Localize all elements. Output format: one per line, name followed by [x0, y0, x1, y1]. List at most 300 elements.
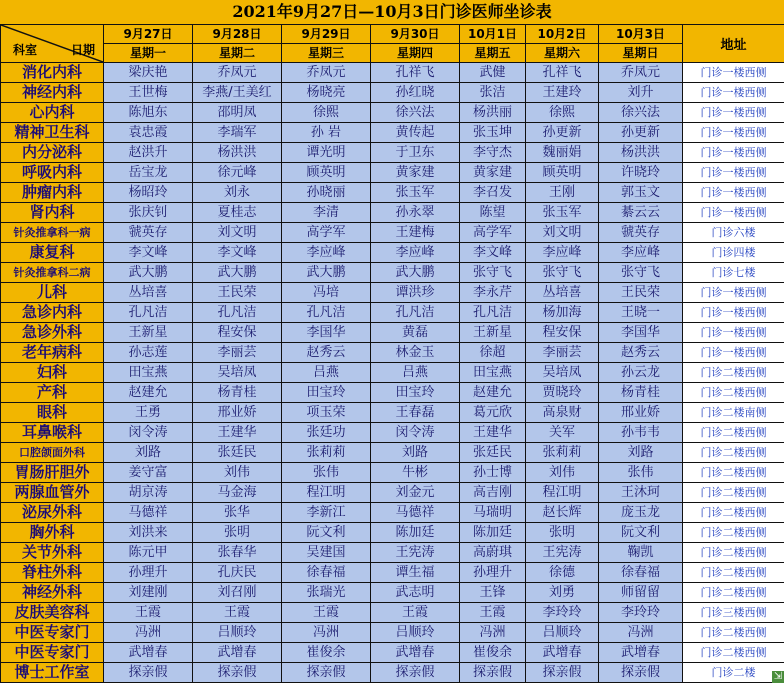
doctor-cell: 刘洪来	[104, 523, 193, 543]
department-cell: 内分泌科	[1, 143, 104, 163]
doctor-cell: 张伟	[282, 463, 371, 483]
doctor-cell: 张洁	[460, 83, 526, 103]
doctor-cell: 王勇	[104, 403, 193, 423]
date-header: 10月3日	[599, 25, 683, 44]
table-row	[1, 383, 784, 403]
department-cell: 肾内科	[1, 203, 104, 223]
doctor-cell: 程江明	[526, 483, 599, 503]
doctor-cell: 张玉军	[371, 183, 460, 203]
table-row	[1, 443, 784, 463]
doctor-cell: 崔俊余	[282, 643, 371, 663]
department-cell: 精神卫生科	[1, 123, 104, 143]
doctor-cell: 张玉军	[526, 203, 599, 223]
doctor-cell: 孙晓丽	[282, 183, 371, 203]
doctor-cell: 邢业娇	[193, 403, 282, 423]
department-cell: 眼科	[1, 403, 104, 423]
doctor-cell: 李瑞军	[193, 123, 282, 143]
doctor-cell: 张廷功	[282, 423, 371, 443]
table-row	[1, 183, 784, 203]
doctor-cell: 杨青桂	[599, 383, 683, 403]
address-cell: 门诊六楼	[683, 223, 784, 243]
doctor-cell: 田宝燕	[104, 363, 193, 383]
doctor-cell: 孙韦韦	[599, 423, 683, 443]
doctor-cell: 崔俊余	[460, 643, 526, 663]
doctor-cell: 孙更新	[526, 123, 599, 143]
doctor-cell: 武增春	[599, 643, 683, 663]
department-cell: 中医专家门	[1, 623, 104, 643]
table-row	[1, 623, 784, 643]
weekday-header: 星期一	[104, 44, 193, 63]
doctor-cell: 赵建允	[460, 383, 526, 403]
doctor-cell: 孙永翠	[371, 203, 460, 223]
doctor-cell: 王民荣	[599, 283, 683, 303]
doctor-cell: 武志明	[371, 583, 460, 603]
address-cell: 门诊一楼西侧	[683, 63, 784, 83]
doctor-cell: 武大鹏	[193, 263, 282, 283]
doctor-cell: 李应峰	[526, 243, 599, 263]
doctor-cell: 王沐珂	[599, 483, 683, 503]
doctor-cell: 王刚	[526, 183, 599, 203]
doctor-cell: 张廷民	[460, 443, 526, 463]
doctor-cell: 王新星	[104, 323, 193, 343]
doctor-cell: 马瑞明	[460, 503, 526, 523]
doctor-cell: 探亲假	[460, 663, 526, 683]
doctor-cell: 乔凤元	[193, 63, 282, 83]
doctor-cell: 刘升	[599, 83, 683, 103]
doctor-cell: 林金玉	[371, 343, 460, 363]
doctor-cell: 李文峰	[104, 243, 193, 263]
weekday-header: 星期二	[193, 44, 282, 63]
doctor-cell: 闵令涛	[104, 423, 193, 443]
table-row	[1, 523, 784, 543]
schedule-table	[0, 24, 784, 683]
weekday-header: 星期日	[599, 44, 683, 63]
doctor-cell: 刘路	[371, 443, 460, 463]
doctor-cell: 探亲假	[282, 663, 371, 683]
address-cell: 门诊一楼西侧	[683, 123, 784, 143]
doctor-cell: 王建梅	[371, 223, 460, 243]
doctor-cell: 刘召刚	[193, 583, 282, 603]
address-cell: 门诊一楼西侧	[683, 343, 784, 363]
doctor-cell: 张莉莉	[526, 443, 599, 463]
table-row	[1, 283, 784, 303]
table-row	[1, 543, 784, 563]
doctor-cell: 武增春	[526, 643, 599, 663]
doctor-cell: 徐春福	[599, 563, 683, 583]
doctor-cell: 吕燕	[282, 363, 371, 383]
doctor-cell: 孔凡洁	[282, 303, 371, 323]
doctor-cell: 孔祥飞	[371, 63, 460, 83]
doctor-cell: 徐春福	[282, 563, 371, 583]
department-cell: 胸外科	[1, 523, 104, 543]
doctor-cell: 王世梅	[104, 83, 193, 103]
date-header: 9月29日	[282, 25, 371, 44]
address-cell: 门诊一楼西侧	[683, 83, 784, 103]
address-cell: 门诊二楼西侧	[683, 383, 784, 403]
doctor-cell: 探亲假	[371, 663, 460, 683]
doctor-cell: 刘勇	[526, 583, 599, 603]
doctor-cell: 陈加廷	[460, 523, 526, 543]
address-cell: 门诊二楼西侧	[683, 523, 784, 543]
address-cell: 门诊二楼西侧	[683, 423, 784, 443]
department-cell: 两腺血管外	[1, 483, 104, 503]
doctor-cell: 孙 岩	[282, 123, 371, 143]
doctor-cell: 李燕/王美红	[193, 83, 282, 103]
doctor-cell: 吕顺玲	[526, 623, 599, 643]
doctor-cell: 孔凡洁	[460, 303, 526, 323]
doctor-cell: 谭洪珍	[371, 283, 460, 303]
department-cell: 儿科	[1, 283, 104, 303]
table-row	[1, 63, 784, 83]
doctor-cell: 刘金元	[371, 483, 460, 503]
doctor-cell: 张庆钊	[104, 203, 193, 223]
doctor-cell: 刘路	[104, 443, 193, 463]
doctor-cell: 顾英明	[282, 163, 371, 183]
doctor-cell: 吴培凤	[526, 363, 599, 383]
doctor-cell: 冯洲	[104, 623, 193, 643]
doctor-cell: 刘路	[599, 443, 683, 463]
doctor-cell: 李玲玲	[526, 603, 599, 623]
doctor-cell: 于卫东	[371, 143, 460, 163]
doctor-cell: 胡京涛	[104, 483, 193, 503]
doctor-cell: 吴培凤	[193, 363, 282, 383]
doctor-cell: 邵明凤	[193, 103, 282, 123]
address-cell: 门诊三楼西侧	[683, 603, 784, 623]
department-cell: 口腔颌面外科	[1, 443, 104, 463]
doctor-cell: 张守飞	[460, 263, 526, 283]
doctor-cell: 武大鹏	[104, 263, 193, 283]
schedule-body	[1, 63, 784, 683]
doctor-cell: 王宪涛	[526, 543, 599, 563]
doctor-cell: 孙红晓	[371, 83, 460, 103]
doctor-cell: 张守飞	[599, 263, 683, 283]
address-cell: 门诊二楼南侧	[683, 403, 784, 423]
doctor-cell: 吕燕	[371, 363, 460, 383]
table-row	[1, 143, 784, 163]
date-header: 9月30日	[371, 25, 460, 44]
doctor-cell: 谭生福	[371, 563, 460, 583]
corner-label-date: 日期	[70, 43, 95, 57]
department-cell: 急诊内科	[1, 303, 104, 323]
doctor-cell: 刘文明	[193, 223, 282, 243]
address-cell: 门诊二楼西侧	[683, 443, 784, 463]
doctor-cell: 孙理升	[104, 563, 193, 583]
doctor-cell: 吕顺玲	[193, 623, 282, 643]
doctor-cell: 孙云龙	[599, 363, 683, 383]
doctor-cell: 岳宝龙	[104, 163, 193, 183]
doctor-cell: 夏桂志	[193, 203, 282, 223]
doctor-cell: 乔凤元	[599, 63, 683, 83]
table-row	[1, 243, 784, 263]
doctor-cell: 徐熙	[526, 103, 599, 123]
doctor-cell: 刘伟	[193, 463, 282, 483]
department-cell: 关节外科	[1, 543, 104, 563]
doctor-cell: 李玲玲	[599, 603, 683, 623]
doctor-cell: 李文峰	[460, 243, 526, 263]
doctor-cell: 邢业娇	[599, 403, 683, 423]
doctor-cell: 王霞	[193, 603, 282, 623]
address-cell: 门诊二楼西侧	[683, 643, 784, 663]
table-row	[1, 163, 784, 183]
sheet-resize-handle-icon[interactable]: ⇲	[773, 671, 783, 682]
doctor-cell: 孔凡洁	[193, 303, 282, 323]
department-cell: 皮肤美容科	[1, 603, 104, 623]
table-row	[1, 583, 784, 603]
doctor-cell: 王民荣	[193, 283, 282, 303]
doctor-cell: 阮文利	[282, 523, 371, 543]
doctor-cell: 赵建允	[104, 383, 193, 403]
table-row	[1, 303, 784, 323]
doctor-cell: 探亲假	[599, 663, 683, 683]
doctor-cell: 李清	[282, 203, 371, 223]
address-cell: 门诊一楼西侧	[683, 143, 784, 163]
doctor-cell: 程安保	[193, 323, 282, 343]
doctor-cell: 张伟	[599, 463, 683, 483]
doctor-cell: 李丽芸	[193, 343, 282, 363]
doctor-cell: 鞠凯	[599, 543, 683, 563]
doctor-cell: 孔庆民	[193, 563, 282, 583]
address-cell: 门诊一楼西侧	[683, 103, 784, 123]
doctor-cell: 王建华	[193, 423, 282, 443]
address-cell: 门诊二楼西侧	[683, 623, 784, 643]
doctor-cell: 赵秀云	[599, 343, 683, 363]
doctor-cell: 马德祥	[104, 503, 193, 523]
department-cell: 中医专家门	[1, 643, 104, 663]
table-row	[1, 563, 784, 583]
doctor-cell: 项玉荣	[282, 403, 371, 423]
table-row	[1, 83, 784, 103]
date-header: 10月2日	[526, 25, 599, 44]
doctor-cell: 王锋	[460, 583, 526, 603]
address-cell: 门诊一楼西侧	[683, 183, 784, 203]
doctor-cell: 黄家建	[371, 163, 460, 183]
doctor-cell: 李丽芸	[526, 343, 599, 363]
doctor-cell: 张守飞	[526, 263, 599, 283]
doctor-cell: 杨晓亮	[282, 83, 371, 103]
department-cell: 博士工作室	[1, 663, 104, 683]
doctor-cell: 陈加廷	[371, 523, 460, 543]
doctor-cell: 探亲假	[104, 663, 193, 683]
address-cell: 门诊二楼西侧	[683, 463, 784, 483]
date-header: 9月27日	[104, 25, 193, 44]
doctor-cell: 高蔚琪	[460, 543, 526, 563]
doctor-cell: 探亲假	[526, 663, 599, 683]
department-cell: 泌尿外科	[1, 503, 104, 523]
doctor-cell: 徐德	[526, 563, 599, 583]
doctor-cell: 高吉刚	[460, 483, 526, 503]
doctor-cell: 王建华	[460, 423, 526, 443]
doctor-cell: 李召发	[460, 183, 526, 203]
address-cell: 门诊一楼西侧	[683, 163, 784, 183]
doctor-cell: 武大鹏	[371, 263, 460, 283]
doctor-cell: 陈元甲	[104, 543, 193, 563]
doctor-cell: 杨加海	[526, 303, 599, 323]
doctor-cell: 陈望	[460, 203, 526, 223]
table-row	[1, 343, 784, 363]
address-cell: 门诊二楼西侧	[683, 543, 784, 563]
doctor-cell: 李新江	[282, 503, 371, 523]
doctor-cell: 冯洲	[460, 623, 526, 643]
address-cell: 门诊一楼西侧	[683, 283, 784, 303]
doctor-cell: 丛培喜	[104, 283, 193, 303]
doctor-cell: 阮文利	[599, 523, 683, 543]
department-cell: 产科	[1, 383, 104, 403]
doctor-cell: 许晓玲	[599, 163, 683, 183]
department-cell: 耳鼻喉科	[1, 423, 104, 443]
doctor-cell: 张莉莉	[282, 443, 371, 463]
doctor-cell: 李应峰	[282, 243, 371, 263]
table-row	[1, 483, 784, 503]
doctor-cell: 赵秀云	[282, 343, 371, 363]
doctor-cell: 刘伟	[526, 463, 599, 483]
doctor-cell: 张春华	[193, 543, 282, 563]
doctor-cell: 田宝燕	[460, 363, 526, 383]
doctor-cell: 乔凤元	[282, 63, 371, 83]
doctor-cell: 綦云云	[599, 203, 683, 223]
doctor-cell: 魏丽娟	[526, 143, 599, 163]
table-corner-header	[1, 25, 104, 63]
doctor-cell: 张华	[193, 503, 282, 523]
department-cell: 消化内科	[1, 63, 104, 83]
doctor-cell: 黄家建	[460, 163, 526, 183]
table-row	[1, 323, 784, 343]
corner-label-dept: 科室	[13, 43, 38, 57]
department-cell: 呼吸内科	[1, 163, 104, 183]
date-header: 9月28日	[193, 25, 282, 44]
doctor-cell: 丛培喜	[526, 283, 599, 303]
doctor-cell: 探亲假	[193, 663, 282, 683]
doctor-cell: 王霞	[371, 603, 460, 623]
doctor-cell: 张明	[526, 523, 599, 543]
weekday-header: 星期三	[282, 44, 371, 63]
department-cell: 脊柱外科	[1, 563, 104, 583]
doctor-cell: 孙理升	[460, 563, 526, 583]
doctor-cell: 杨洪洪	[193, 143, 282, 163]
doctor-cell: 牛彬	[371, 463, 460, 483]
date-header: 10月1日	[460, 25, 526, 44]
table-row	[1, 403, 784, 423]
weekday-header: 星期六	[526, 44, 599, 63]
doctor-cell: 李守杰	[460, 143, 526, 163]
doctor-cell: 赵洪升	[104, 143, 193, 163]
table-row	[1, 123, 784, 143]
doctor-cell: 王霞	[460, 603, 526, 623]
doctor-cell: 陈旭东	[104, 103, 193, 123]
doctor-cell: 黄磊	[371, 323, 460, 343]
doctor-cell: 王霞	[282, 603, 371, 623]
table-row	[1, 223, 784, 243]
doctor-cell: 虢英存	[104, 223, 193, 243]
address-cell: 门诊四楼	[683, 243, 784, 263]
doctor-cell: 李永芹	[460, 283, 526, 303]
doctor-cell: 梁庆艳	[104, 63, 193, 83]
address-cell: 门诊二楼西侧	[683, 363, 784, 383]
doctor-cell: 王春磊	[371, 403, 460, 423]
doctor-cell: 武健	[460, 63, 526, 83]
table-row	[1, 103, 784, 123]
doctor-cell: 徐熙	[282, 103, 371, 123]
address-header: 地址	[683, 25, 784, 63]
table-row	[1, 663, 784, 683]
doctor-cell: 孙更新	[599, 123, 683, 143]
doctor-cell: 王宪涛	[371, 543, 460, 563]
address-cell: 门诊二楼西侧	[683, 503, 784, 523]
doctor-cell: 顾英明	[526, 163, 599, 183]
doctor-cell: 马德祥	[371, 503, 460, 523]
doctor-cell: 闵令涛	[371, 423, 460, 443]
department-cell: 妇科	[1, 363, 104, 383]
doctor-cell: 田宝玲	[371, 383, 460, 403]
doctor-cell: 袁忠霞	[104, 123, 193, 143]
doctor-cell: 程江明	[282, 483, 371, 503]
doctor-cell: 高学军	[282, 223, 371, 243]
doctor-cell: 张廷民	[193, 443, 282, 463]
department-cell: 心内科	[1, 103, 104, 123]
doctor-cell: 葛元欣	[460, 403, 526, 423]
doctor-cell: 杨洪洪	[599, 143, 683, 163]
doctor-cell: 徐元峰	[193, 163, 282, 183]
doctor-cell: 武增春	[193, 643, 282, 663]
doctor-cell: 张玉坤	[460, 123, 526, 143]
table-row	[1, 363, 784, 383]
doctor-cell: 姜守富	[104, 463, 193, 483]
doctor-cell: 孔祥飞	[526, 63, 599, 83]
doctor-cell: 李应峰	[599, 243, 683, 263]
doctor-cell: 武增春	[104, 643, 193, 663]
doctor-cell: 张明	[193, 523, 282, 543]
department-cell: 胃肠肝胆外	[1, 463, 104, 483]
doctor-cell: 杨洪丽	[460, 103, 526, 123]
address-cell: 门诊二楼西侧	[683, 583, 784, 603]
doctor-cell: 冯洲	[282, 623, 371, 643]
doctor-cell: 李国华	[599, 323, 683, 343]
doctor-cell: 王霞	[104, 603, 193, 623]
doctor-cell: 张瑞光	[282, 583, 371, 603]
doctor-cell: 孙士博	[460, 463, 526, 483]
doctor-cell: 吕顺玲	[371, 623, 460, 643]
department-cell: 针灸推拿科二病	[1, 263, 104, 283]
table-row	[1, 643, 784, 663]
address-cell: 门诊一楼西侧	[683, 323, 784, 343]
address-cell: 门诊二楼	[683, 663, 784, 683]
table-row	[1, 263, 784, 283]
doctor-cell: 程安保	[526, 323, 599, 343]
doctor-cell: 李文峰	[193, 243, 282, 263]
address-cell: 门诊二楼西侧	[683, 563, 784, 583]
doctor-cell: 徐兴法	[599, 103, 683, 123]
doctor-cell: 孔凡洁	[371, 303, 460, 323]
doctor-cell: 赵长辉	[526, 503, 599, 523]
department-cell: 肿瘤内科	[1, 183, 104, 203]
doctor-cell: 郭玉文	[599, 183, 683, 203]
address-cell: 门诊一楼西侧	[683, 303, 784, 323]
doctor-cell: 冯培	[282, 283, 371, 303]
doctor-cell: 徐超	[460, 343, 526, 363]
table-row	[1, 423, 784, 443]
doctor-cell: 王晓一	[599, 303, 683, 323]
doctor-cell: 武增春	[371, 643, 460, 663]
doctor-cell: 杨昭玲	[104, 183, 193, 203]
table-row	[1, 203, 784, 223]
doctor-cell: 冯洲	[599, 623, 683, 643]
department-cell: 神经内科	[1, 83, 104, 103]
doctor-cell: 高学军	[460, 223, 526, 243]
department-cell: 老年病科	[1, 343, 104, 363]
doctor-cell: 武大鹏	[282, 263, 371, 283]
department-cell: 神经外科	[1, 583, 104, 603]
doctor-cell: 杨青桂	[193, 383, 282, 403]
doctor-cell: 刘永	[193, 183, 282, 203]
